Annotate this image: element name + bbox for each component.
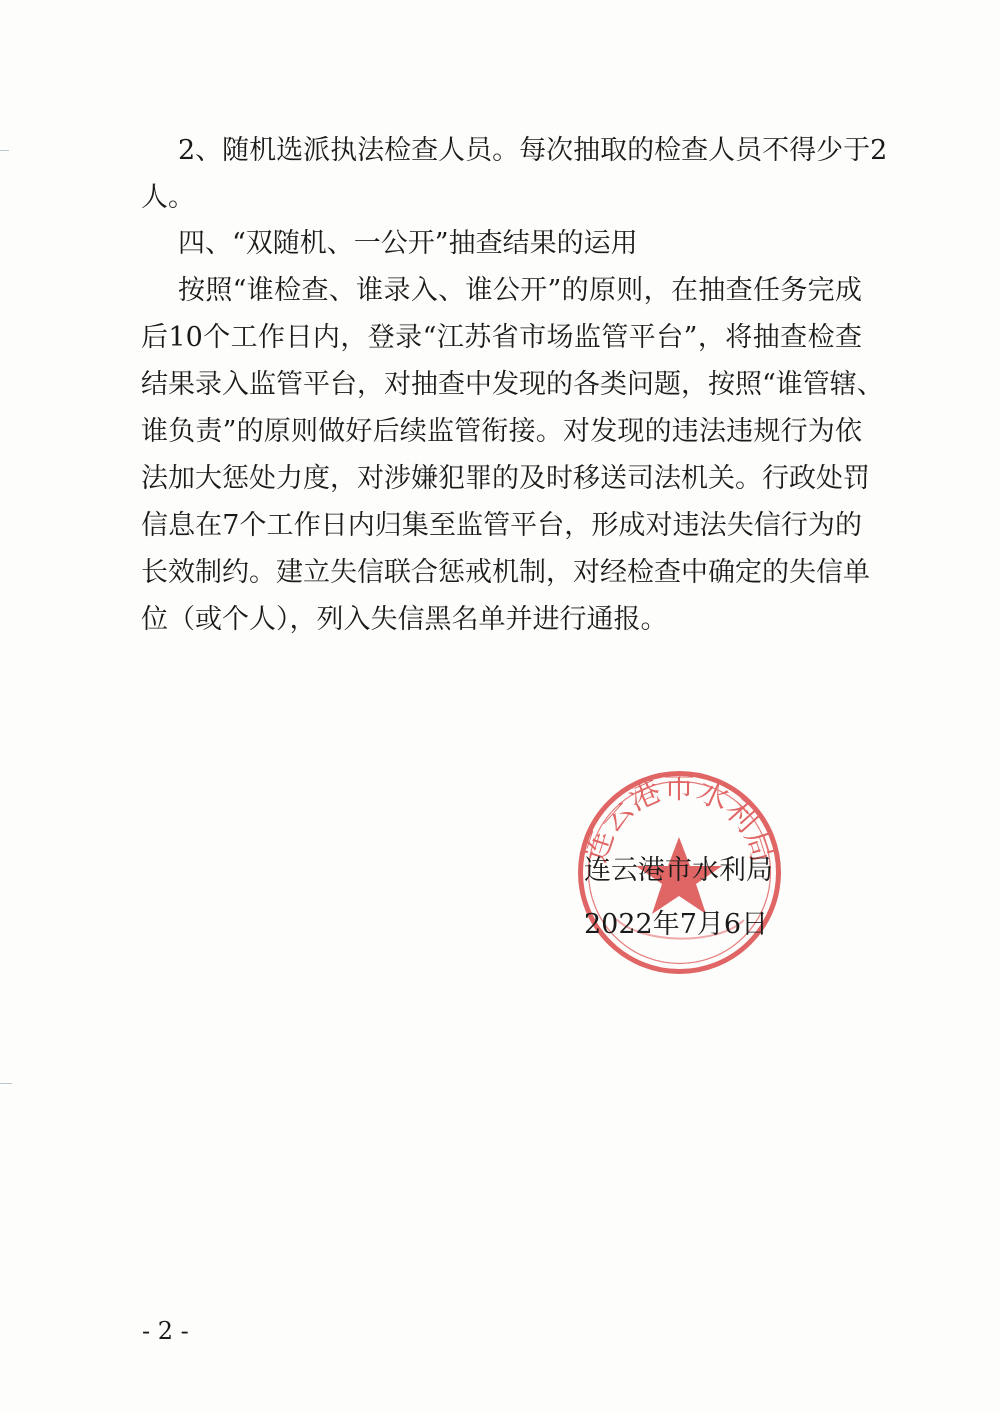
body-line-2: 人。 <box>141 182 195 213</box>
body-line-1: 2、随机选派执法检查人员。每次抽取的检查人员不得少于2 <box>178 135 888 166</box>
body-line-11: 位（或个人），列入失信黑名单并进行通报。 <box>141 604 668 635</box>
page-number: - 2 - <box>142 1317 189 1345</box>
section-heading: 四、“双随机、一公开”抽查结果的运用 <box>178 228 638 259</box>
body-line-10: 长效制约。建立失信联合惩戒机制，对经检查中确定的失信单 <box>141 557 870 588</box>
body-line-4: 按照“谁检查、谁录入、谁公开”的原则，在抽查任务完成 <box>178 275 862 306</box>
seal-text: 连云港市水利局 <box>577 770 781 867</box>
scan-margin-mark <box>0 1083 12 1084</box>
body-line-8: 法加大惩处力度，对涉嫌犯罪的及时移送司法机关。行政处罚 <box>141 463 870 494</box>
body-line-6: 结果录入监管平台，对抽查中发现的各类问题，按照“谁管辖、 <box>141 369 884 400</box>
scan-margin-mark <box>0 150 9 151</box>
body-line-5: 后10个工作日内，登录“江苏省市场监管平台”，将抽查检查 <box>141 322 862 353</box>
body-line-7: 谁负责”的原则做好后续监管衔接。对发现的违法违规行为依 <box>141 416 862 447</box>
issue-date: 2022年7月6日 <box>584 909 769 940</box>
issuer-signature: 连云港市水利局 <box>584 855 773 886</box>
body-line-9: 信息在7个工作日内归集至监管平台，形成对违法失信行为的 <box>141 510 862 541</box>
